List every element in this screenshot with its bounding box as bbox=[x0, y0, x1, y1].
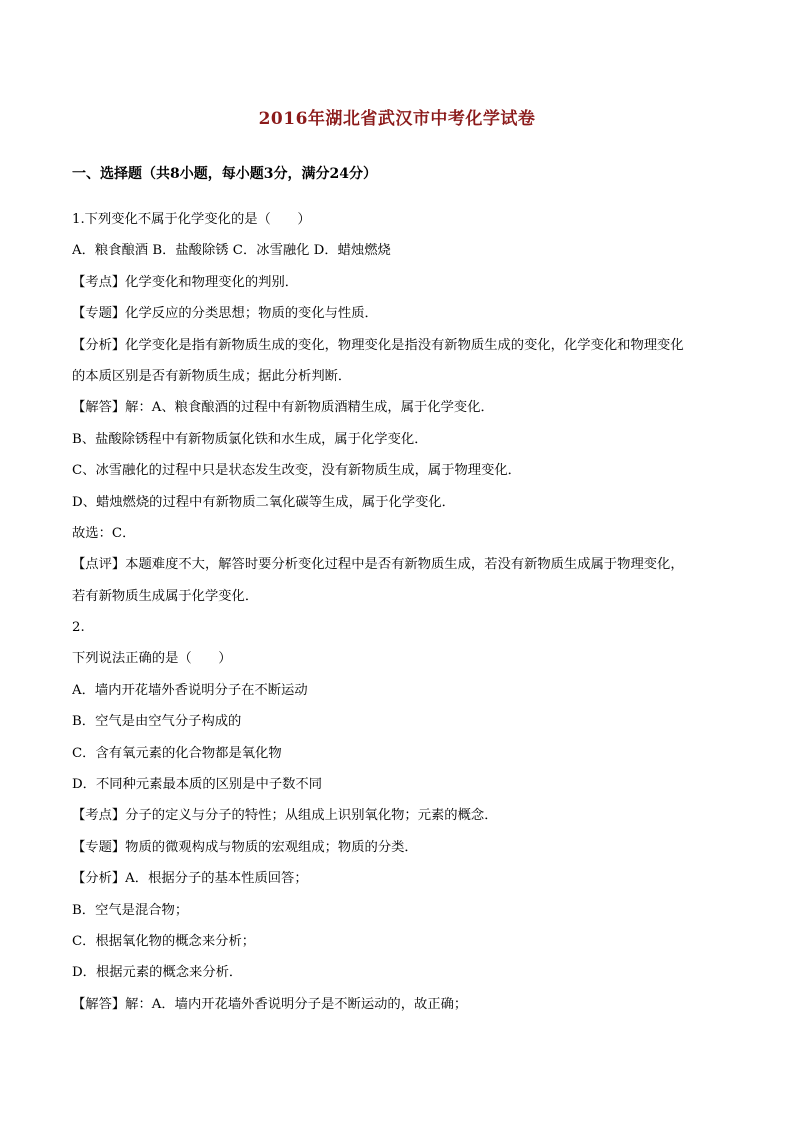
document-body bbox=[72, 204, 732, 1020]
text-line: 若有新物质生成属于化学变化． bbox=[72, 588, 259, 604]
text-line: 1.下列变化不属于化学变化的是（ ） bbox=[72, 212, 311, 227]
text-line: 【分析】化学变化是指有新物质生成的变化，物理变化是指没有新物质生成的变化，化学变化和物理变化 bbox=[72, 337, 684, 353]
text-line: B、盐酸除锈程中有新物质氯化铁和水生成，属于化学变化． bbox=[72, 431, 428, 447]
text-line: 【考点】分子的定义与分子的特性；从组成上识别氧化物；元素的概念． bbox=[72, 808, 498, 824]
text-line: D．根据元素的概念来分析． bbox=[72, 965, 243, 981]
text-line: 【专题】物质的微观构成与物质的宏观组成；物质的分类． bbox=[72, 839, 418, 855]
section-heading: 一、选择题（共8小题，每小题3分，满分24分） bbox=[72, 166, 377, 182]
text-line: A．墙内开花墙外香说明分子在不断运动 bbox=[72, 682, 308, 698]
text-line: 下列说法正确的是（ ） bbox=[72, 651, 232, 667]
text-line: C、冰雪融化的过程中只是状态发生改变，没有新物质生成，属于物理变化． bbox=[72, 463, 521, 479]
text-line: 【分析】A．根据分子的基本性质回答； bbox=[72, 871, 308, 887]
text-line: 2. bbox=[72, 620, 85, 636]
text-line: C．含有氧元素的化合物都是氧化物 bbox=[72, 745, 282, 761]
text-line: D、蜡烛燃烧的过程中有新物质二氧化碳等生成，属于化学变化． bbox=[72, 494, 455, 510]
text-line: D．不同种元素最本质的区别是中子数不同 bbox=[72, 777, 323, 793]
page-title: 2016年湖北省武汉市中考化学试卷 bbox=[258, 109, 536, 129]
text-line: 故选：C． bbox=[72, 525, 136, 541]
text-line: B．空气是混合物； bbox=[72, 902, 189, 918]
text-line: B．空气是由空气分子构成的 bbox=[72, 714, 242, 730]
text-line: 【专题】化学反应的分类思想；物质的变化与性质． bbox=[72, 306, 378, 322]
text-line: 【点评】本题难度不大，解答时要分析变化过程中是否有新物质生成，若没有新物质生成属于物理变化， bbox=[72, 557, 684, 573]
text-line: 【考点】化学变化和物理变化的判别． bbox=[72, 274, 299, 290]
text-line: 【解答】解：A、粮食酿酒的过程中有新物质酒精生成，属于化学变化． bbox=[72, 400, 494, 416]
text-line: C．根据氧化物的概念来分析； bbox=[72, 933, 256, 949]
text-line: 的本质区别是否有新物质生成；据此分析判断． bbox=[72, 368, 352, 384]
text-line: A．粮食酿酒 B．盐酸除锈 C．冰雪融化 D．蜡烛燃烧 bbox=[72, 243, 391, 259]
text-line: 【解答】解：A．墙内开花墙外香说明分子是不断运动的，故正确； bbox=[72, 996, 468, 1012]
